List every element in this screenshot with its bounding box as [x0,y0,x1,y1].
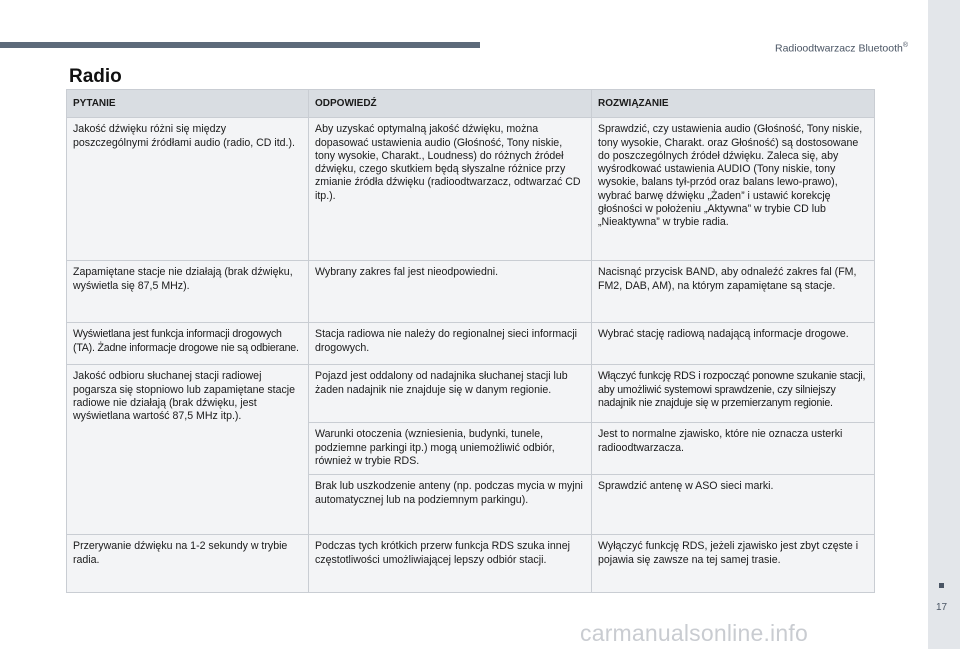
header-answer: ODPOWIEDŹ [309,90,592,118]
table-row [67,365,875,423]
right-margin-band [928,0,960,649]
header-solution: ROZWIĄZANIE [592,90,875,118]
table-header-row [67,90,875,118]
table-row [67,118,875,261]
answer-cell: Wybrany zakres fal jest nieodpowiedni. [309,261,592,323]
page-title: Radio [69,66,122,87]
solution-cell: Jest to normalne zjawisko, które nie oznacza usterki radioodtwarzacza. [592,423,875,475]
question-cell: Wyświetlana jest funkcja informacji drogowych (TA). Żadne informacje drogowe nie są odbierane. [67,323,309,365]
section-title [775,42,908,55]
question-cell: Przerywanie dźwięku na 1-2 sekundy w trybie radia. [67,535,309,593]
header-rule [0,42,480,48]
solution-cell: Sprawdzić, czy ustawienia audio (Głośność, Tony niskie, tony wysokie, Charakt. oraz Głośność) są dostosowane do poszczególnych źródeł dźwięku. Zaleca się, aby wyśrodkować ustawienia AUDIO (Tony niskie, tony wysokie, balans tył-przód oraz balans lewo-prawo), wybrać barwę dźwięku „Żaden” i ustawić korekcję głośności w położeniu „Aktywna” w trybie CD lub „Nieaktywna” w trybie radia. [592,118,875,261]
question-cell: Jakość dźwięku różni się między poszczególnymi źródłami audio (radio, CD itd.). [67,118,309,261]
answer-cell: Brak lub uszkodzenie anteny (np. podczas mycia w myjni automatycznej lub na podziemnym parkingu). [309,475,592,535]
page-marker [939,583,944,588]
answer-cell: Stacja radiowa nie należy do regionalnej sieci informacji drogowych. [309,323,592,365]
solution-cell: Sprawdzić antenę w ASO sieci marki. [592,475,875,535]
page-number: 17 [936,602,948,613]
solution-cell: Wyłączyć funkcję RDS, jeżeli zjawisko jest zbyt częste i pojawia się zawsze na tej samej trasie. [592,535,875,593]
header-question: PYTANIE [67,90,309,118]
table-row [67,261,875,323]
registered-mark: ® [902,42,908,49]
solution-cell: Włączyć funkcję RDS i rozpocząć ponowne szukanie stacji, aby umożliwić systemowi sprawdzenie, czy silniejszy nadajnik nie znajduje się w przemierzanym regionie. [592,365,875,423]
question-cell: Jakość odbioru słuchanej stacji radiowej pogarsza się stopniowo lub zapamiętane stacje radiowe nie działają (brak dźwięku, jest wyświetlana wartość 87,5 MHz itp.). [67,365,309,535]
answer-cell: Podczas tych krótkich przerw funkcja RDS szuka innej częstotliwości umożliwiającej lepszy odbiór stacji. [309,535,592,593]
question-cell: Zapamiętane stacje nie działają (brak dźwięku, wyświetla się 87,5 MHz). [67,261,309,323]
watermark: carmanualsonline.info [580,620,808,646]
solution-cell: Nacisnąć przycisk BAND, aby odnaleźć zakres fal (FM, FM2, DAB, AM), na którym zapamiętane są stacje. [592,261,875,323]
table-row [67,323,875,365]
troubleshooting-table [66,89,875,593]
solution-cell: Wybrać stację radiową nadającą informacje drogowe. [592,323,875,365]
answer-cell: Aby uzyskać optymalną jakość dźwięku, można dopasować ustawienia audio (Głośność, Tony niskie, tony wysokie, Charakt., Loudness) do różnych źródeł dźwięku, czego skutkiem będą słyszalne różnice przy zmianie źródła dźwięku (radioodtwarzacz, odtwarzać CD itp.). [309,118,592,261]
section-title-text: Radioodtwarzacz Bluetooth [775,42,903,55]
answer-cell: Pojazd jest oddalony od nadajnika słuchanej stacji lub żaden nadajnik nie znajduje się w danym regionie. [309,365,592,423]
table-row [67,535,875,593]
answer-cell: Warunki otoczenia (wzniesienia, budynki, tunele, podziemne parkingi itp.) mogą uniemożliwić odbiór, również w trybie RDS. [309,423,592,475]
